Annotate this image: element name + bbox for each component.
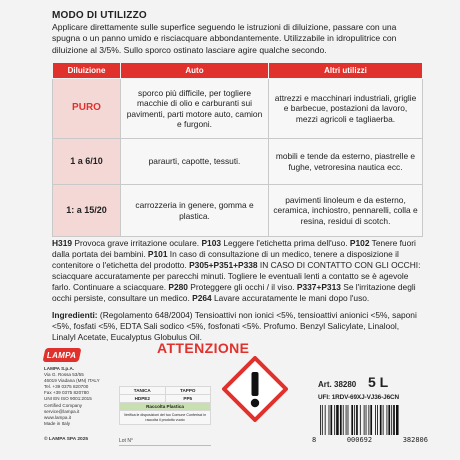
header-dilution: Diluizione bbox=[53, 63, 121, 79]
company-line: 46019 Viadana (MN) ITALY bbox=[44, 378, 100, 384]
copyright: © LAMPA SPA 2025 bbox=[44, 437, 89, 442]
dilution-table bbox=[52, 62, 423, 237]
hazard-code: P337+P313 bbox=[296, 282, 341, 292]
usage-title: MODO DI UTILIZZO bbox=[52, 10, 147, 21]
other-uses-cell: mobili e tende da esterno, piastrelle e fughe, vetroresina nautica ecc. bbox=[269, 139, 423, 185]
ufi-code: UFI: 1RDV-69XJ-VJ36-J6CN bbox=[318, 394, 400, 401]
ingredients-label: Ingredienti: bbox=[52, 310, 98, 320]
barcode-digit-group: 382806 bbox=[402, 436, 428, 444]
hazard-text: IN CASO DI CONTATTO CON GLI OCCHI: sciacquare accuratamente per parecchi minuti. Togliere le eventuali lenti a contatto se è agevole farlo. Continuare a sciacquare. bbox=[52, 260, 421, 292]
barcode-bar bbox=[370, 405, 372, 435]
other-uses-cell: attrezzi e macchinari industriali, griglie e barbecue, postazioni da lavoro, mezzi agricoli e tagliaerba. bbox=[269, 79, 423, 139]
hazard-code: P264 bbox=[192, 293, 212, 303]
barcode-bar bbox=[346, 405, 347, 435]
barcode-bar bbox=[322, 405, 323, 435]
dilution-cell: PURO bbox=[53, 79, 121, 139]
hazard-statements bbox=[52, 238, 422, 343]
barcode-bar bbox=[383, 405, 384, 435]
auto-cell: sporco più difficile, per togliere macchie di olio e carburanti sui pavimenti, parti motore auto, camion e furgoni. bbox=[121, 79, 269, 139]
barcode-bar bbox=[330, 405, 332, 435]
pack-material: PP5 bbox=[165, 395, 211, 403]
barcode-bar bbox=[393, 405, 395, 435]
barcode-bar bbox=[320, 405, 321, 435]
logo-text: LAMPA bbox=[47, 350, 77, 360]
barcode-bar bbox=[325, 405, 326, 435]
packaging-table bbox=[119, 386, 211, 425]
lot-number: Lot N° bbox=[119, 438, 211, 446]
barcode-bar bbox=[375, 405, 376, 435]
barcode-icon bbox=[318, 405, 422, 435]
usage-instructions: Applicare direttamente sulle superfice seguendo le istruzioni di diluizione, passare con una spugna o un panno umido e risciacquare abbondantemente. Utilizzabile in idropulitrice con diluizione al 3/5%. Sullo sporco ostinato lasciare agire qualche secondo. bbox=[52, 22, 397, 55]
table-header-row bbox=[53, 63, 423, 79]
header-auto: Auto bbox=[121, 63, 269, 79]
company-line: service@lampa.it bbox=[44, 408, 80, 414]
company-line: Via G. Rossa 53/55 bbox=[44, 372, 84, 378]
hazard-text: Se l'irritazione degli occhi persiste, consultare un medico. bbox=[52, 282, 416, 303]
other-uses-cell: pavimenti linoleum e da esterno, ceramica, inchiostro, pennarelli, colla e resina, residui di scotch. bbox=[269, 185, 423, 237]
barcode-bar bbox=[366, 405, 367, 435]
company-line: Fax +39 0375 820780 bbox=[44, 390, 89, 396]
barcode-bar bbox=[340, 405, 342, 435]
hazard-code: P101 bbox=[147, 249, 168, 259]
barcode-bar bbox=[336, 405, 339, 435]
table-row bbox=[53, 139, 423, 185]
barcode-bar bbox=[329, 405, 330, 435]
hazard-code: P103 bbox=[201, 238, 222, 248]
company-line: UNI EN ISO 9001:2015 bbox=[44, 396, 92, 402]
barcode-bar bbox=[368, 405, 369, 435]
barcode-bar bbox=[391, 405, 392, 435]
barcode-bar bbox=[380, 405, 382, 435]
barcode-bar bbox=[354, 405, 355, 435]
ingredients-text: (Regolamento 648/2004) Tensioattivi non ionici <5%, tensioattivi anionici <5%, saponi <5%, fosfati <5%, EDTA Sali sodico <5%, fosfonati <5%. Profumo. Benzyl Salicylate, Linalool, Linalyl Acetate, Eucalyptus Globulus Oil. bbox=[52, 310, 417, 342]
barcode-bar bbox=[343, 405, 344, 435]
hazard-text: In caso di consultazione di un medico, tenere a disposizione il contenitore o l'etichetta del prodotto. bbox=[52, 249, 399, 270]
hazard-text: Proteggere gli occhi / il viso. bbox=[187, 282, 297, 292]
pack-header: TAPPO bbox=[165, 387, 211, 395]
barcode-bar bbox=[334, 405, 335, 435]
company-line: Certified Company bbox=[44, 402, 83, 408]
barcode-digit-group: 000692 bbox=[346, 436, 373, 444]
pack-material: HDPE2 bbox=[120, 395, 166, 403]
volume: 5 L bbox=[368, 374, 389, 390]
barcode-digit-group: 8 bbox=[312, 436, 317, 444]
company-line: Made in Italy bbox=[44, 420, 71, 426]
barcode-number bbox=[312, 436, 428, 444]
exclamation-mark-icon bbox=[222, 356, 288, 422]
dilution-cell: 1 a 6/10 bbox=[53, 139, 121, 185]
hazard-code: P305+P351+P338 bbox=[189, 260, 258, 270]
barcode-bar bbox=[377, 405, 378, 435]
hazard-code: P102 bbox=[349, 238, 370, 248]
barcode-bar bbox=[396, 405, 399, 435]
hazard-code: P280 bbox=[168, 282, 188, 292]
hazard-text: Leggere l'etichetta prima dell'uso. bbox=[221, 238, 350, 248]
hazard-code: H319 bbox=[52, 238, 73, 248]
article-number: Art. 38280 bbox=[318, 380, 357, 389]
company-name: LAMPA S.p.A. bbox=[44, 366, 75, 371]
pack-header: TANICA bbox=[120, 387, 166, 395]
table-row bbox=[53, 185, 423, 237]
signal-word: ATTENZIONE bbox=[157, 340, 250, 356]
dilution-cell: 1: a 15/20 bbox=[53, 185, 121, 237]
auto-cell: carrozzeria in genere, gomma e plastica. bbox=[121, 185, 269, 237]
barcode-bar bbox=[388, 405, 390, 435]
table-row bbox=[53, 79, 423, 139]
barcode-bar bbox=[387, 405, 388, 435]
hazard-text: Tenere fuori dalla portata dei bambini. bbox=[52, 238, 416, 259]
hazard-text: Lavare accuratamente le mani dopo l'uso. bbox=[211, 293, 370, 303]
company-info bbox=[44, 366, 114, 427]
lampa-logo bbox=[43, 348, 82, 362]
hazard-text: Provoca grave irritazione oculare. bbox=[72, 238, 202, 248]
recycle-label: Raccolta Plastica bbox=[120, 403, 211, 411]
auto-cell: paraurti, capotte, tessuti. bbox=[121, 139, 269, 185]
header-other-uses: Altri utilizzi bbox=[269, 63, 423, 79]
barcode-bar bbox=[351, 405, 353, 435]
barcode-bar bbox=[348, 405, 349, 435]
company-line: www.lampa.it bbox=[44, 414, 72, 420]
barcode-bar bbox=[360, 405, 361, 435]
barcode-bar bbox=[356, 405, 358, 435]
barcode-bar bbox=[364, 405, 365, 435]
company-line: Tel. +39 0375 820700 bbox=[44, 384, 89, 390]
recycle-note: Verifica le disposizioni del tuo Comune Conferisci in raccolta il prodotto vuoto bbox=[120, 411, 211, 425]
